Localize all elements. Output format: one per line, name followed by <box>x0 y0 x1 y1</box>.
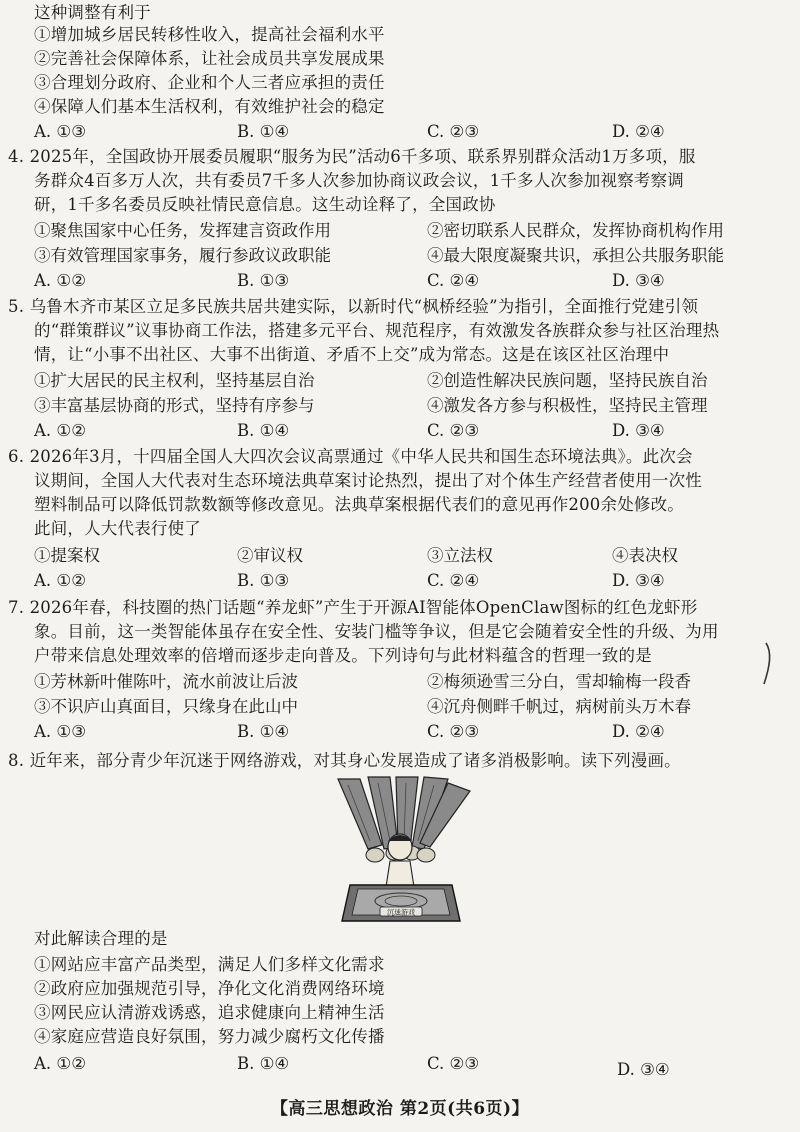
q7-choice-b[interactable]: B. ①④ <box>237 722 290 741</box>
q8-choice-c[interactable]: C. ②③ <box>427 1054 480 1073</box>
q8-option-2: ②政府应加强规范引导，净化文化消费网络环境 <box>34 979 385 998</box>
page-footer: 【高三思想政治 第2页(共6页)】 <box>270 1099 530 1119</box>
q8-option-4: ④家庭应营造良好氛围，努力减少腐朽文化传播 <box>34 1027 385 1046</box>
q8-choice-b[interactable]: B. ①④ <box>237 1054 290 1073</box>
q5-choices <box>34 420 774 442</box>
q7-stem-line-1: 7. 2026年春，科技圈的热门话题“养龙虾”产生于开源AI智能体OpenClaw图标的红色龙虾形 <box>8 598 698 617</box>
q8-option-3: ③网民应认清游戏诱惑，追求健康向上精神生活 <box>34 1003 385 1022</box>
q7-options-row-1 <box>34 671 774 693</box>
q4-choice-a[interactable]: A. ①② <box>34 271 86 290</box>
q4-choice-d[interactable]: D. ③④ <box>612 271 665 290</box>
q6-stem-line-4: 此间，人大代表行使了 <box>34 519 201 538</box>
q7-option-1: ①芳林新叶催陈叶，流水前波让后波 <box>34 672 298 691</box>
q3-choice-d[interactable]: D. ②④ <box>612 122 665 141</box>
q5-stem-line-1: 5. 乌鲁木齐市某区立足多民族共居共建实际，以新时代“枫桥经验”为指引，全面推行党建引领 <box>8 297 699 316</box>
q5-options-row-2 <box>34 395 774 417</box>
q4-stem-line-2: 务群众4百多万人次，共有委员7千多人次参加协商议政会议，1千多人次参加视察考察调 <box>34 171 684 190</box>
q6-options-row <box>34 545 774 567</box>
q5-option-4: ④激发各方参与积极性，坚持民主管理 <box>427 396 708 415</box>
q5-choice-b[interactable]: B. ①④ <box>237 421 290 440</box>
q4-stem-line-3: 研，1千多名委员反映社情民意信息。这生动诠释了，全国政协 <box>34 195 496 214</box>
q4-choice-b[interactable]: B. ①③ <box>237 271 290 290</box>
q5-stem-line-3: 情，让“小事不出社区、大事不出街道、矛盾不上交”成为常态。这是在该区社区治理中 <box>34 345 670 364</box>
q3-option-4: ④保障人们基本生活权利，有效维护社会的稳定 <box>34 97 385 116</box>
q6-choice-b[interactable]: B. ①③ <box>237 571 290 590</box>
q7-option-3: ③不识庐山真面目，只缘身在此山中 <box>34 697 298 716</box>
q6-stem-line-2: 议期间，全国人大代表对生态环境法典草案讨论热烈，提出了对个体生产经营者使用一次性 <box>34 471 702 490</box>
q6-stem-line-3: 塑料制品可以降低罚款数额等修改意见。法典草案根据代表们的意见再作200余处修改。 <box>34 495 684 514</box>
q6-option-3: ③立法权 <box>427 546 493 565</box>
q4-options-row-2 <box>34 245 774 267</box>
q5-choice-c[interactable]: C. ②③ <box>427 421 480 440</box>
q7-stem-line-3: 户带来信息处理效率的倍增而逐步走向普及。下列诗句与此材料蕴含的哲理一致的是 <box>34 646 652 665</box>
q4-choices <box>34 270 774 292</box>
q7-options-row-2 <box>34 696 774 718</box>
q7-stem-line-2: 象。目前，这一类智能体虽存在安全性、安装门槛等争议，但是它会随着安全性的升级、为用 <box>34 622 719 641</box>
q5-option-3: ③丰富基层协商的形式，坚持有序参与 <box>34 396 315 415</box>
q5-option-1: ①扩大居民的民主权利，坚持基层自治 <box>34 371 315 390</box>
q6-choice-c[interactable]: C. ②④ <box>427 571 480 590</box>
q6-choice-a[interactable]: A. ①② <box>34 571 86 590</box>
q6-option-4: ④表决权 <box>612 546 678 565</box>
cartoon-phone-label: 沉迷游戏 <box>387 908 415 917</box>
q6-choice-d[interactable]: D. ③④ <box>612 571 665 590</box>
q5-option-2: ②创造性解决民族问题，坚持民族自治 <box>427 371 708 390</box>
q7-choice-d[interactable]: D. ②④ <box>612 722 665 741</box>
q4-stem-line-1: 4. 2025年，全国政协开展委员履职“服务为民”活动6千多项、联系界别群众活动1万多项，服 <box>8 147 696 166</box>
q3-option-1: ①增加城乡居民转移性收入，提高社会福利水平 <box>34 25 385 44</box>
cartoon-illustration <box>320 775 482 925</box>
q8-option-1: ①网站应丰富产品类型，满足人们多样文化需求 <box>34 955 385 974</box>
q4-option-1: ①聚焦国家中心任务，发挥建言资政作用 <box>34 221 331 240</box>
q3-choice-b[interactable]: B. ①④ <box>237 122 290 141</box>
q8-choices <box>34 1053 774 1079</box>
q3-option-2: ②完善社会保障体系，让社会成员共享发展成果 <box>34 49 385 68</box>
q6-stem-line-1: 6. 2026年3月，十四届全国人大四次会议高票通过《中华人民共和国生态环境法典》。此次会 <box>8 447 693 466</box>
q4-option-2: ②密切联系人民群众，发挥协商机构作用 <box>427 221 724 240</box>
q7-choice-a[interactable]: A. ①③ <box>34 722 86 741</box>
q8-stem: 8. 近年来，部分青少年沉迷于网络游戏，对其身心发展造成了诸多消极影响。读下列漫画。 <box>8 751 681 770</box>
q7-choices <box>34 721 774 743</box>
q6-option-2: ②审议权 <box>237 546 303 565</box>
q6-choices <box>34 570 774 592</box>
q7-choice-c[interactable]: C. ②③ <box>427 722 480 741</box>
q5-choice-d[interactable]: D. ③④ <box>612 421 665 440</box>
q8-choice-d[interactable]: D. ③④ <box>617 1060 670 1079</box>
q3-choice-a[interactable]: A. ①③ <box>34 122 86 141</box>
q5-options-row-1 <box>34 370 774 392</box>
q4-choice-c[interactable]: C. ②④ <box>427 271 480 290</box>
q3-stem: 这种调整有利于 <box>34 3 151 22</box>
q4-option-4: ④最大限度凝聚共识，承担公共服务职能 <box>427 246 724 265</box>
q5-choice-a[interactable]: A. ①② <box>34 421 86 440</box>
q3-choice-c[interactable]: C. ②③ <box>427 122 480 141</box>
q3-option-3: ③合理划分政府、企业和个人三者应承担的责任 <box>34 73 385 92</box>
q7-option-2: ②梅须逊雪三分白，雪却输梅一段香 <box>427 672 691 691</box>
q5-stem-line-2: 的“群策群议”议事协商工作法，搭建多元平台、规范程序，有效激发各族群众参与社区治理热 <box>34 321 720 340</box>
q8-choice-a[interactable]: A. ①② <box>34 1054 86 1073</box>
q4-option-3: ③有效管理国家事务，履行参政议政职能 <box>34 246 331 265</box>
q6-option-1: ①提案权 <box>34 546 100 565</box>
q4-options-row-1 <box>34 220 774 242</box>
q7-option-4: ④沉舟侧畔千帆过，病树前头万木春 <box>427 697 691 716</box>
q3-choices <box>34 121 774 143</box>
q8-prompt: 对此解读合理的是 <box>34 929 168 948</box>
